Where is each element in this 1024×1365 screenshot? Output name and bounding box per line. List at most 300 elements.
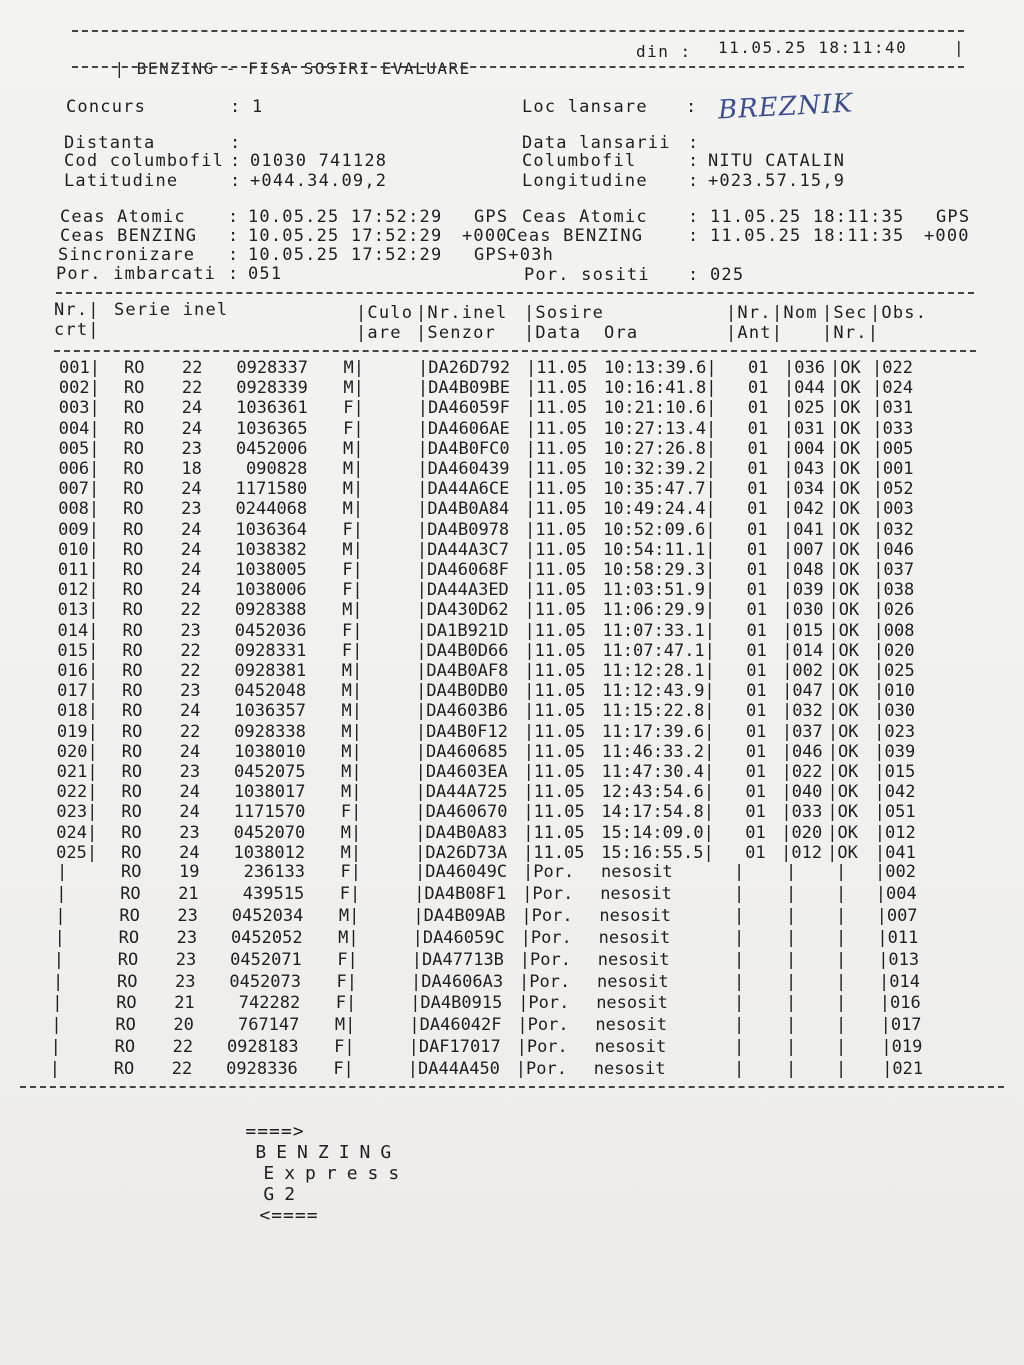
cell-senzor: |DA4606A3 <box>411 971 504 992</box>
cell-senzor: |DA4B0915 <box>410 993 503 1014</box>
cell-ant: 01 <box>745 701 767 722</box>
cell-nom: |031 <box>783 418 825 439</box>
cell-inel: 1171580 <box>235 479 308 500</box>
cell-sex: M| <box>343 438 364 459</box>
cell-ant: | <box>734 1059 745 1080</box>
cell-an: 24 <box>179 701 201 722</box>
cell-nom: | <box>786 1059 797 1080</box>
cell-nr: 008| <box>58 499 100 520</box>
cell-ant: 01 <box>746 580 768 601</box>
longitudine-label: Longitudine <box>522 171 648 191</box>
cell-ant: 01 <box>745 762 767 782</box>
cell-sec: |OK <box>828 560 860 580</box>
table-row <box>0 1059 1024 1079</box>
ceas-benzing-colon: : <box>228 226 240 246</box>
cell-tara: RO <box>121 762 143 782</box>
cell-nr: 013| <box>57 600 99 621</box>
cell-sex: F| <box>340 862 361 882</box>
cell-nr: | <box>53 971 64 992</box>
cell-ant: 01 <box>747 378 769 399</box>
cell-senzor: |DA460439 <box>417 459 510 479</box>
cell-nr: 016| <box>57 661 99 681</box>
cell-an: 23 <box>179 822 200 843</box>
longitudine-value: +023.57.15,9 <box>708 171 846 191</box>
table-row <box>0 993 1024 1013</box>
cell-tara: RO <box>123 519 144 540</box>
cell-ant: | <box>734 927 745 948</box>
cell-data: |Por. <box>520 927 572 948</box>
cell-ora: 10:27:26.8| <box>603 438 717 459</box>
cell-sex: F| <box>341 640 363 661</box>
cell-ora: 11:17:39.6| <box>601 721 715 742</box>
cell-tara: RO <box>121 862 142 882</box>
cell-tara: RO <box>124 358 145 378</box>
cell-sex: M| <box>342 459 364 479</box>
cell-ora: 15:16:55.5| <box>601 842 714 863</box>
cell-obs: |024 <box>872 378 914 399</box>
cell-inel: 1038012 <box>233 842 306 863</box>
cell-sex: M| <box>341 721 362 742</box>
cell-obs: |004 <box>875 883 917 904</box>
cell-senzor: |DA46042F <box>409 1015 502 1036</box>
col-obs: |Obs. <box>870 303 928 323</box>
cell-data: |11.05 <box>526 358 588 378</box>
loc-lansare-handwritten: BREZNIK <box>717 88 854 126</box>
cell-sec: |OK <box>829 438 861 459</box>
cell-inel: 0928381 <box>234 661 307 681</box>
cell-sec: |OK <box>829 499 860 520</box>
imbarcati-value: 051 <box>248 264 283 284</box>
cell-senzor: |DA4B0A84 <box>417 499 510 520</box>
cell-inel: 0452036 <box>234 620 307 641</box>
cell-sex: M| <box>342 479 364 500</box>
cell-tara: RO <box>123 479 144 500</box>
cell-an: 23 <box>177 905 198 926</box>
cell-nom: |025 <box>783 398 825 419</box>
cell-inel: 1036364 <box>235 519 308 540</box>
cell-ora: nesosit <box>599 905 672 926</box>
cell-sex: M| <box>340 782 362 803</box>
cell-tara: RO <box>119 905 140 926</box>
cell-data: |11.05 <box>523 802 585 823</box>
cell-nr: | <box>52 993 63 1014</box>
cell-ora: 11:03:51.9| <box>602 580 716 601</box>
cell-inel: 0452071 <box>230 949 302 970</box>
cell-inel: 1171570 <box>233 802 306 823</box>
cell-ora: 15:14:09.0| <box>601 822 714 843</box>
cell-nr: 021| <box>56 762 98 782</box>
cell-inel: 0928183 <box>226 1037 299 1058</box>
cell-an: 24 <box>179 802 200 823</box>
cell-an: 21 <box>174 993 195 1014</box>
cell-sex: M| <box>341 681 363 702</box>
cell-ora: 11:07:47.1| <box>602 640 715 661</box>
cell-obs: |007 <box>876 905 918 926</box>
columbofil-label: Columbofil <box>522 151 637 171</box>
loc-lansare-label: Loc lansare <box>522 97 648 117</box>
cell-nr: 010| <box>57 539 99 560</box>
header-bar-right: | <box>954 38 966 57</box>
cell-sex: M| <box>338 927 359 948</box>
top-dashed-rule <box>72 30 964 32</box>
cell-nom: |004 <box>783 438 825 459</box>
cell-an: 22 <box>172 1037 194 1058</box>
cell-ant: 01 <box>747 418 769 439</box>
cell-ant: 01 <box>745 721 767 742</box>
cell-an: 22 <box>180 600 202 621</box>
cell-inel: 1038010 <box>234 741 306 762</box>
ceas-atomic2-colon: : <box>688 207 700 227</box>
cell-nom: |007 <box>782 539 824 560</box>
table-row <box>0 540 1024 560</box>
cell-ora: 11:06:29.9| <box>602 600 716 621</box>
cell-ora: 12:43:54.6| <box>601 782 715 803</box>
cell-data: |11.05 <box>524 600 586 621</box>
table-row <box>0 580 1024 600</box>
cell-data: |11.05 <box>523 822 585 843</box>
cell-senzor: |DA44A725 <box>415 782 508 803</box>
cell-data: |Por. <box>521 905 573 926</box>
cell-nr: 020| <box>56 741 98 762</box>
cell-sex: F| <box>340 802 362 823</box>
cell-sex: M| <box>342 600 363 621</box>
cell-data: |Por. <box>519 949 571 970</box>
table-row <box>0 906 1024 926</box>
cell-ora: nesosit <box>598 927 671 948</box>
cell-ant: | <box>734 1015 745 1036</box>
cell-senzor: |DA26D792 <box>418 358 511 378</box>
cell-nom: | <box>786 1037 797 1058</box>
cell-data: |11.05 <box>525 438 587 459</box>
cell-sec: |OK <box>827 741 859 762</box>
header-bar-left: | <box>114 59 137 78</box>
cell-obs: |022 <box>872 358 913 378</box>
cell-tara: RO <box>117 949 139 970</box>
cell-nr: 025| <box>56 842 98 863</box>
cell-ant: | <box>734 949 745 970</box>
cell-obs: |011 <box>877 927 919 948</box>
cell-senzor: |DA4B0FC0 <box>417 438 510 459</box>
cell-obs: |019 <box>881 1037 923 1058</box>
cell-data: |11.05 <box>523 842 585 863</box>
cell-nom: | <box>786 949 797 970</box>
sincronizare-value: 10.05.25 17:52:29 <box>248 245 443 265</box>
ceas-benzing2-label: Ceas BENZING <box>506 226 644 246</box>
cell-obs: |025 <box>873 661 915 681</box>
cell-obs: |041 <box>874 842 916 863</box>
cell-sex: M| <box>334 1015 356 1036</box>
header-dashed-rule <box>72 66 964 68</box>
table-row <box>0 378 1024 398</box>
cell-senzor: |DA46059F <box>417 398 510 419</box>
cell-data: |11.05 <box>523 782 585 803</box>
ceas-atomic-colon: : <box>228 207 240 227</box>
cell-an: 21 <box>178 883 199 904</box>
cell-sex: M| <box>340 842 362 863</box>
cell-data: |11.05 <box>524 560 587 580</box>
cell-nom: |022 <box>781 762 823 782</box>
cell-sex: M| <box>343 358 364 378</box>
cell-ant: 01 <box>746 600 768 621</box>
cell-an: 24 <box>181 479 202 500</box>
cell-nom: |002 <box>782 661 824 681</box>
cell-senzor: |DA4B09BE <box>417 378 510 399</box>
cell-inel: 1036361 <box>236 398 308 419</box>
cell-data: |11.05 <box>523 762 586 782</box>
cell-nom: |034 <box>783 479 825 500</box>
cell-ora: 10:49:24.4| <box>603 499 716 520</box>
cell-an: 22 <box>171 1059 193 1080</box>
report-datetime: 11.05.25 18:11:40 <box>718 38 908 57</box>
table-row <box>0 950 1024 970</box>
cell-senzor: |DAF17017 <box>408 1037 501 1058</box>
cell-ant: | <box>734 905 745 926</box>
cell-nom: | <box>786 927 797 948</box>
cell-sec: | <box>836 1015 847 1036</box>
table-row <box>0 701 1024 721</box>
table-row <box>0 398 1024 418</box>
cell-senzor: |DA4B0D66 <box>416 640 509 661</box>
ceas-benzing2-value: 11.05.25 18:11:35 <box>710 226 905 246</box>
cell-sec: |OK <box>828 681 859 702</box>
data-lansarii-label: Data lansarii <box>522 133 671 153</box>
cell-inel: 236133 <box>243 862 305 882</box>
cell-data: |11.05 <box>523 741 586 762</box>
cell-tara: RO <box>121 822 142 843</box>
cell-ora: 11:47:30.4| <box>601 762 715 782</box>
cell-inel: 0928331 <box>234 640 307 661</box>
cell-tara: RO <box>121 842 142 863</box>
ceas-atomic2-suffix: GPS <box>936 207 971 227</box>
cell-obs: |001 <box>872 459 914 479</box>
cell-tara: RO <box>122 681 143 702</box>
cell-data: |Por. <box>519 971 571 992</box>
cell-nom: |047 <box>782 681 824 702</box>
cell-inel: 1036357 <box>234 701 306 722</box>
cell-obs: |033 <box>872 418 914 439</box>
cell-senzor: |DA4B08F1 <box>414 883 507 904</box>
cell-an: 22 <box>179 721 201 742</box>
cell-tara: RO <box>123 499 144 520</box>
cod-columbofil-value: 01030 741128 <box>250 151 388 171</box>
col-sosire-1: |Sosire <box>524 303 605 323</box>
cell-senzor: |DA46068F <box>416 560 509 580</box>
cell-inel: 0244068 <box>235 499 308 520</box>
cell-data: |Por. <box>515 1059 567 1080</box>
cell-inel: 1038005 <box>235 560 307 580</box>
cell-sec: |OK <box>828 640 860 661</box>
cell-tara: RO <box>115 1015 136 1036</box>
cell-ant: 01 <box>747 459 768 479</box>
cell-tara: RO <box>114 1037 136 1058</box>
cell-obs: |030 <box>874 701 915 722</box>
cell-senzor: |DA44A3ED <box>416 580 509 601</box>
cell-nom: |046 <box>781 741 823 762</box>
cell-nom: |014 <box>782 640 824 661</box>
cell-ant: 01 <box>745 822 766 843</box>
cell-ant: 01 <box>746 661 767 681</box>
cell-senzor: |DA4B0A83 <box>415 822 508 843</box>
cell-sec: | <box>836 993 847 1014</box>
cell-ora: 10:35:47.7| <box>603 479 716 500</box>
longitudine-colon: : <box>688 171 700 191</box>
cell-ant: | <box>734 1037 745 1058</box>
cell-inel: 0928388 <box>234 600 307 621</box>
cell-inel: 0452034 <box>231 905 304 926</box>
cell-nr: 006| <box>58 459 100 479</box>
ceas-atomic-suffix: GPS <box>474 207 509 227</box>
cell-inel: 0452052 <box>230 927 303 948</box>
cell-senzor: |DA4B09AB <box>413 905 506 926</box>
cell-data: |11.05 <box>525 479 587 500</box>
ceas-benzing2-suffix: +000 <box>924 226 970 246</box>
cell-senzor: |DA46059C <box>412 927 505 948</box>
cell-nr: 003| <box>58 398 100 419</box>
data-lansarii-colon: : <box>688 133 700 153</box>
cell-ant: 01 <box>747 519 768 540</box>
table-row <box>0 884 1024 904</box>
cell-senzor: |DA460670 <box>415 802 508 823</box>
cell-data: |11.05 <box>525 378 588 399</box>
ceas-benzing-value: 10.05.25 17:52:29 <box>248 226 443 246</box>
cell-an: 24 <box>181 398 203 419</box>
cell-tara: RO <box>122 580 144 601</box>
cell-tara: RO <box>121 802 142 823</box>
cell-data: |11.05 <box>525 459 587 479</box>
cell-ant: | <box>734 971 745 992</box>
cell-tara: RO <box>121 701 143 722</box>
cell-ora: 11:12:43.9| <box>602 681 715 702</box>
cell-inel: 0452073 <box>229 971 301 992</box>
cell-ant: 01 <box>746 560 768 580</box>
cell-nom: | <box>786 862 797 882</box>
table-row <box>0 782 1024 802</box>
cell-data: |Por. <box>517 1015 569 1036</box>
cell-nr: 001| <box>59 358 100 378</box>
table-row <box>0 641 1024 661</box>
cell-ant: 01 <box>746 620 767 641</box>
cell-ora: 10:27:13.4| <box>603 418 717 439</box>
cell-data: |11.05 <box>524 539 587 560</box>
cell-obs: |014 <box>879 971 920 992</box>
cell-nom: | <box>786 993 797 1014</box>
col-sosire-2: |Data Ora <box>524 323 639 343</box>
col-nr-crt-1: Nr.| <box>54 300 100 320</box>
cell-sec: | <box>836 1059 847 1080</box>
cell-sec: | <box>836 905 847 926</box>
table-row <box>0 862 1024 882</box>
col-nr-ant-1: |Nr. <box>726 303 772 323</box>
cell-sex: F| <box>342 519 364 540</box>
cell-senzor: |DA44A450 <box>407 1059 500 1080</box>
columbofil-value: NITU CATALIN <box>708 151 846 171</box>
sincronizare-colon: : <box>228 245 240 265</box>
cell-obs: |017 <box>880 1015 922 1036</box>
cell-data: |11.05 <box>525 519 587 540</box>
cell-an: 23 <box>180 681 201 702</box>
cell-sex: F| <box>333 1059 354 1080</box>
cell-nom: |033 <box>781 802 823 823</box>
loc-lansare-colon: : <box>686 97 698 117</box>
ceas-atomic2-label: Ceas Atomic <box>522 207 648 227</box>
table-row <box>0 520 1024 540</box>
sincronizare-label: Sincronizare <box>58 245 196 265</box>
footer-left-arrow: ====> <box>245 1121 305 1142</box>
cell-senzor: |DA4603B6 <box>415 701 509 722</box>
cell-sex: M| <box>342 499 364 520</box>
cell-an: 23 <box>180 620 201 641</box>
cell-an: 24 <box>180 580 202 601</box>
cell-sec: |OK <box>828 620 860 641</box>
cell-obs: |031 <box>872 398 914 419</box>
footer-product: Express <box>263 1163 410 1184</box>
cell-senzor: |DA46049C <box>415 862 508 882</box>
table-row <box>0 802 1024 822</box>
table-row <box>0 459 1024 479</box>
cell-senzor: |DA47713B <box>411 949 504 970</box>
cell-ant: | <box>734 862 745 882</box>
cell-nom: | <box>786 883 797 904</box>
cell-ora: nesosit <box>600 883 672 904</box>
table-row <box>0 972 1024 992</box>
cell-an: 24 <box>179 842 200 863</box>
col-nr-crt-2: crt| <box>54 320 100 340</box>
cell-nr: 014| <box>57 620 99 641</box>
table-row <box>0 742 1024 762</box>
cell-obs: |026 <box>873 600 915 621</box>
concurs-value: 1 <box>252 97 264 117</box>
cell-nr: | <box>54 927 65 948</box>
cell-nr: 012| <box>57 580 99 601</box>
cell-sex: F| <box>339 883 361 904</box>
cell-ant: 01 <box>745 741 767 762</box>
cell-nr: | <box>49 1059 61 1080</box>
cell-nr: | <box>53 949 65 970</box>
cell-data: |Por. <box>518 993 570 1014</box>
table-row <box>0 722 1024 742</box>
cell-ant: 01 <box>745 802 766 823</box>
cell-ant: 01 <box>747 438 768 459</box>
cell-an: 23 <box>176 927 198 948</box>
cell-an: 23 <box>179 762 201 782</box>
cell-nr: | <box>56 883 67 904</box>
footer-right-arrow: <==== <box>259 1205 319 1226</box>
cell-nom: |032 <box>781 701 823 722</box>
cell-ant: 01 <box>747 479 768 500</box>
cell-an: 22 <box>180 640 201 661</box>
cell-sec: |OK <box>829 519 860 540</box>
cell-an: 24 <box>180 560 202 580</box>
cell-an: 24 <box>180 539 202 560</box>
cell-nom: |042 <box>783 499 825 520</box>
ceas-atomic-value: 10.05.25 17:52:29 <box>248 207 443 227</box>
cell-data: |11.05 <box>523 701 586 722</box>
cell-nr: 018| <box>57 701 98 722</box>
cell-senzor: |DA460685 <box>415 741 508 762</box>
ceas-atomic-label: Ceas Atomic <box>60 207 186 227</box>
sositi-value: 025 <box>710 265 745 285</box>
cell-ant: | <box>734 883 745 904</box>
cell-an: 22 <box>181 378 203 399</box>
cell-obs: |051 <box>874 802 916 823</box>
cell-nr: 004| <box>58 418 100 439</box>
distanta-label: Distanta <box>64 133 156 153</box>
cell-an: 22 <box>180 661 201 681</box>
cell-inel: 1038017 <box>233 782 306 803</box>
cell-data: |11.05 <box>525 418 588 439</box>
cell-an: 24 <box>181 418 203 439</box>
cell-ora: 10:13:39.6| <box>604 358 717 378</box>
